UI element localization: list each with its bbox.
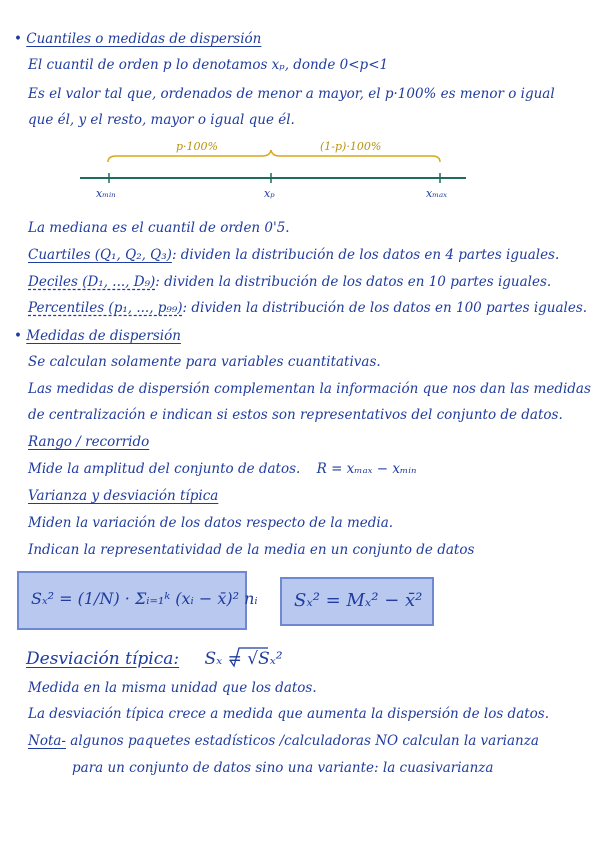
std-dev-line-2: La desviación típica crece a medida que aumenta la dispersión de los datos. — [28, 706, 550, 722]
definition-line-1: El cuantil de orden p lo denotamos xₚ, donde 0<p<1 — [28, 57, 389, 73]
percentiles-term: Percentiles (p₁, ..., p₉₉) — [28, 300, 183, 316]
std-dev-line-1: Medida en la misma unidad que los datos. — [28, 680, 317, 696]
deciles-desc: : dividen la distribución de los datos en 10 partes iguales. — [155, 274, 552, 290]
note-text-1: algunos paquetes estadísticos /calculadoras NO calculan la varianza — [70, 733, 539, 749]
brace-left-label: p·100% — [176, 140, 218, 153]
range-heading: Rango / recorrido — [28, 434, 150, 450]
section1-heading: Cuantiles o medidas de dispersión — [26, 31, 262, 47]
definition-line-2: Es el valor tal que, ordenados de menor a mayor, el p·100% es menor o igual — [28, 86, 555, 102]
section2-heading: Medidas de dispersión — [26, 328, 181, 344]
variance-line-1: Miden la variación de los datos respecto de la media. — [28, 515, 394, 531]
note-line-2: para un conjunto de datos sino una variante: la cuasivarianza — [72, 760, 494, 776]
range-description: Mide la amplitud del conjunto de datos. — [28, 461, 301, 477]
dispersion-line-1: Se calculan solamente para variables cuantitativas. — [28, 354, 381, 370]
percentiles-desc: : dividen la distribución de los datos en 100 partes iguales. — [182, 300, 588, 316]
variance-line-2: Indican la representatividad de la media en un conjunto de datos — [28, 542, 475, 558]
variance-alt-formula: Sₓ² = Mₓ² − x̄² — [294, 590, 423, 611]
quartiles-term: Cuartiles (Q₁, Q₂, Q₃) — [28, 247, 172, 263]
axis-label-min: xₘᵢₙ — [96, 187, 116, 200]
dispersion-line-2: Las medidas de dispersión complementan la información que nos dan las medidas — [28, 381, 591, 397]
variance-formula-box — [17, 571, 258, 630]
definition-line-3: que él, y el resto, mayor o igual que él. — [28, 112, 295, 128]
quartiles-desc: : dividen la distribución de los datos en 4 partes iguales. — [171, 247, 560, 263]
std-dev-formula: Sₓ = √Sₓ² — [204, 649, 283, 669]
bullet-icon: • — [14, 31, 22, 47]
variance-heading: Varianza y desviación típica — [28, 488, 219, 504]
quartiles-line — [28, 246, 559, 264]
range-line — [28, 460, 416, 478]
std-dev-heading: Desviación típica: — [26, 649, 180, 669]
note-line-1 — [28, 732, 539, 750]
note-label: Nota- — [28, 733, 66, 749]
bullet-icon: • — [14, 328, 22, 344]
axis-label-p: xₚ — [264, 187, 275, 200]
axis-label-max: xₘₐₓ — [426, 187, 447, 200]
deciles-term: Deciles (D₁, ..., D₉) — [28, 274, 156, 290]
range-formula: R = xₘₐₓ − xₘᵢₙ — [316, 461, 417, 477]
section2-heading-row — [14, 327, 181, 345]
deciles-line — [28, 273, 551, 291]
std-dev-heading-row — [26, 650, 283, 668]
percentiles-line — [28, 299, 587, 317]
variance-formula: Sₓ² = (1/N) · Σᵢ₌₁ᵏ (xᵢ − x̄)² nᵢ — [31, 589, 258, 608]
median-line: La mediana es el cuantil de orden 0'5. — [28, 220, 290, 236]
brace-right-label: (1-p)·100% — [320, 140, 382, 153]
variance-alt-formula-box — [280, 577, 434, 626]
dispersion-line-3: de centralización e indican si estos son representativos del conjunto de datos. — [28, 407, 563, 423]
